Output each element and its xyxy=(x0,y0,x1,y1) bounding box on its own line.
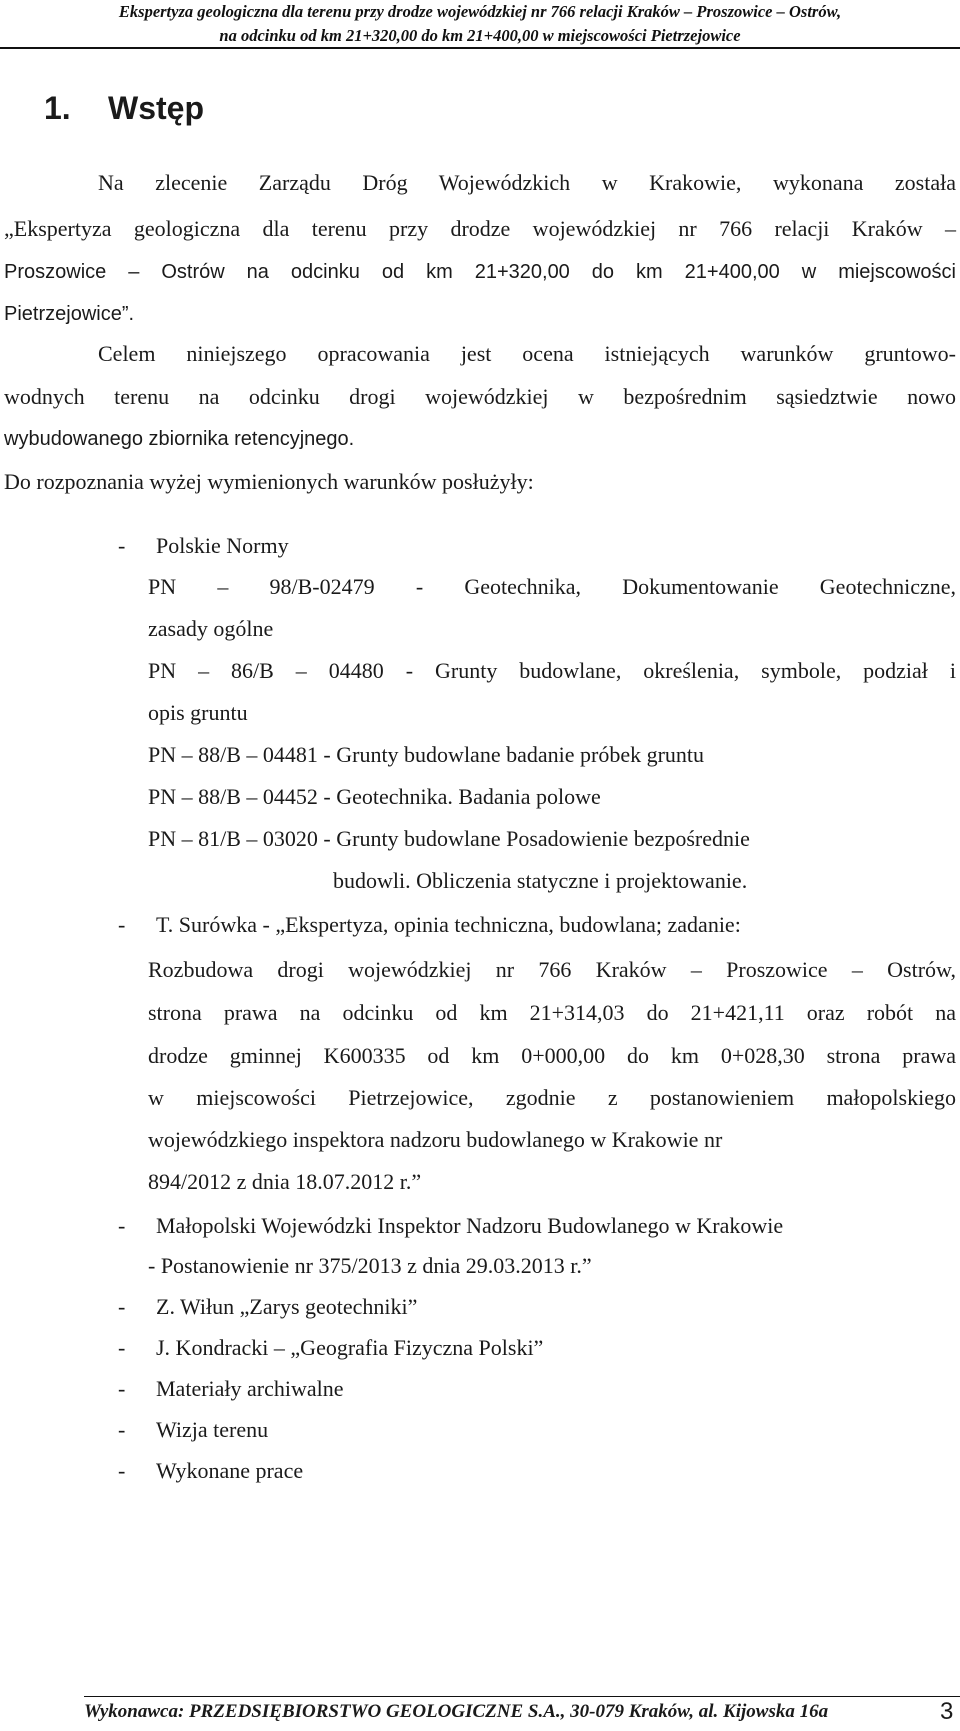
section-heading xyxy=(44,88,204,128)
norm-line: budowli. Obliczenia statyczne i projektowanie. xyxy=(333,868,748,893)
intro-line: Na zlecenie Zarządu Dróg Wojewódzkich w Krakowie, wykonana została xyxy=(98,170,956,195)
list-item: Z. Wiłun „Zarys geotechniki” xyxy=(156,1294,418,1319)
running-header xyxy=(0,0,960,48)
norm-line: opis gruntu xyxy=(148,700,248,725)
section-title: Wstęp xyxy=(108,90,204,126)
norm-line: PN – 86/B – 04480 - Grunty budowlane, określenia, symbole, podział i xyxy=(148,658,956,683)
surowka-line: wojewódzkiego inspektora nadzoru budowlanego w Krakowie nr xyxy=(148,1127,723,1152)
header-rule xyxy=(0,47,960,49)
inspector-line: Małopolski Wojewódzki Inspektor Nadzoru Budowlanego w Krakowie xyxy=(156,1213,784,1238)
list-item: Materiały archiwalne xyxy=(156,1376,344,1401)
list-bullet-dash: - xyxy=(118,1294,126,1319)
surowka-line: drodze gminnej K600335 od km 0+000,00 do km 0+028,30 strona prawa xyxy=(148,1043,956,1068)
list-bullet-dash: - xyxy=(118,912,126,937)
surowka-line: 894/2012 z dnia 18.07.2012 r.” xyxy=(148,1169,422,1194)
list-item: Wizja terenu xyxy=(156,1417,269,1442)
footer-rule xyxy=(84,1696,960,1697)
list-item: J. Kondracki – „Geografia Fizyczna Polski” xyxy=(156,1335,544,1360)
intro-line: Proszowice – Ostrów na odcinku od km 21+320,00 do km 21+400,00 w miejscowości xyxy=(4,261,956,283)
purpose-line: wodnych terenu na odcinku drogi wojewódzkiej w bezpośrednim sąsiedztwie nowo xyxy=(4,384,956,409)
list-bullet-dash: - xyxy=(118,1417,126,1442)
norm-line: PN – 81/B – 03020 - Grunty budowlane Posadowienie bezpośrednie xyxy=(148,826,750,851)
header-line-1: Ekspertyza geologiczna dla terenu przy drodze wojewódzkiej nr 766 relacji Kraków – Proszowice – Ostrów, xyxy=(118,2,842,21)
list-bullet-dash: - xyxy=(118,1376,126,1401)
list-bullet-dash: - xyxy=(118,1335,126,1360)
running-footer: Wykonawca: PRZEDSIĘBIORSTWO GEOLOGICZNE S.A., 30-079 Kraków, al. Kijowska 16a xyxy=(84,1701,829,1722)
inspector-line: - Postanowienie nr 375/2013 z dnia 29.03.2013 r.” xyxy=(148,1253,592,1278)
norm-line: PN – 88/B – 04452 - Geotechnika. Badania polowe xyxy=(148,784,601,809)
intro-line: „Ekspertyza geologiczna dla terenu przy drodze wojewódzkiej nr 766 relacji Kraków – xyxy=(4,216,956,241)
section-number: 1. xyxy=(44,90,71,126)
list-item-polish-norms: Polskie Normy xyxy=(156,533,289,558)
norm-line: PN – 88/B – 04481 - Grunty budowlane badanie próbek gruntu xyxy=(148,742,705,767)
header-line-2: na odcinku od km 21+320,00 do km 21+400,00 w miejscowości Pietrzejowice xyxy=(219,26,741,45)
purpose-line: wybudowanego zbiornika retencyjnego. xyxy=(4,428,355,450)
purpose-line: Celem niniejszego opracowania jest ocena istniejących warunków gruntowo- xyxy=(98,341,956,366)
list-item: Wykonane prace xyxy=(156,1458,304,1483)
page-number: 3 xyxy=(940,1698,954,1725)
intro-line: Pietrzejowice”. xyxy=(4,303,135,325)
list-bullet-dash: - xyxy=(118,1458,126,1483)
surowka-line: Rozbudowa drogi wojewódzkiej nr 766 Kraków – Proszowice – Ostrów, xyxy=(148,957,956,982)
norm-line: zasady ogólne xyxy=(148,616,274,641)
surowka-line: strona prawa na odcinku od km 21+314,03 do 21+421,11 oraz robót na xyxy=(148,1000,956,1025)
norm-line: PN – 98/B-02479 - Geotechnika, Dokumentowanie Geotechniczne, xyxy=(148,574,956,599)
sources-intro: Do rozpoznania wyżej wymienionych warunków posłużyły: xyxy=(4,469,534,494)
list-bullet-dash: - xyxy=(118,533,126,558)
surowka-line: T. Surówka - „Ekspertyza, opinia techniczna, budowlana; zadanie: xyxy=(156,912,741,937)
list-bullet-dash: - xyxy=(118,1213,126,1238)
surowka-line: w miejscowości Pietrzejowice, zgodnie z postanowieniem małopolskiego xyxy=(148,1085,956,1110)
